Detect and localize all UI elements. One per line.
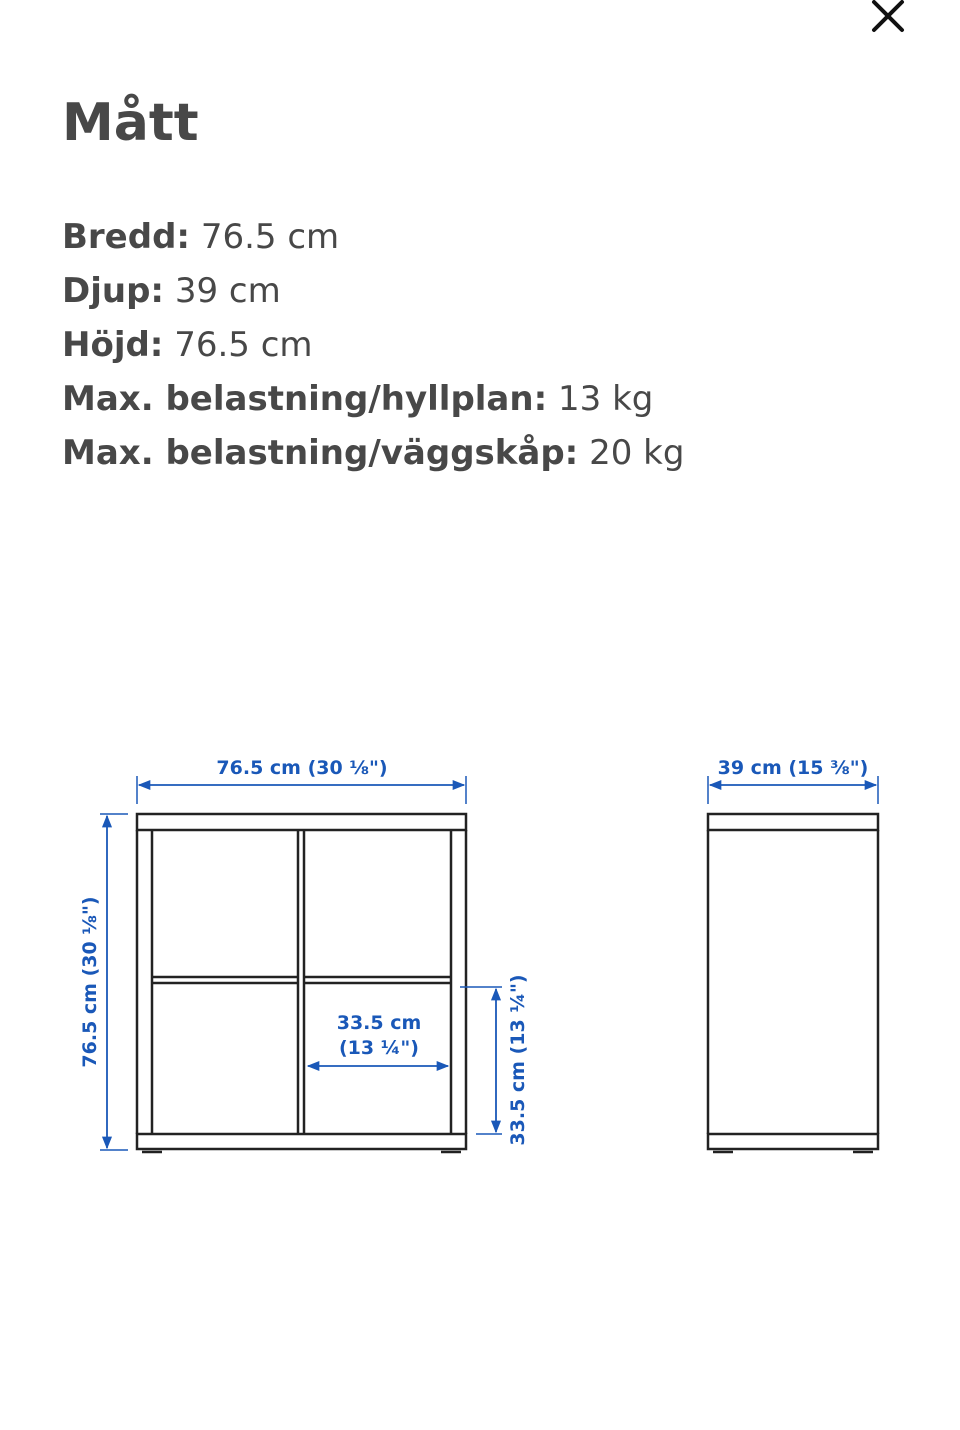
front-view-drawing [137, 814, 466, 1152]
spec-row-max-load-wall-cabinet [62, 426, 684, 480]
compartment-height-dimension [460, 974, 529, 1145]
spec-row-depth [62, 264, 684, 318]
spec-label: Bredd: [62, 217, 191, 257]
spec-value: 20 kg [589, 433, 685, 473]
height-dimension-label: 76.5 cm (30 ⅛") [79, 896, 101, 1068]
close-button[interactable] [864, 0, 912, 38]
spec-value: 39 cm [174, 271, 281, 311]
width-dimension [137, 757, 466, 804]
spec-value: 76.5 cm [200, 217, 340, 257]
close-icon [870, 0, 906, 34]
width-dimension-label: 76.5 cm (30 ⅛") [216, 757, 388, 779]
spec-value: 13 kg [558, 379, 654, 419]
spec-label: Max. belastning/hyllplan: [62, 379, 548, 419]
spec-value: 76.5 cm [174, 325, 313, 365]
spec-label: Max. belastning/väggskåp: [62, 433, 579, 473]
depth-dimension [708, 757, 878, 804]
compartment-width-label-line1: 33.5 cm [336, 1012, 422, 1034]
side-view-drawing [708, 814, 878, 1152]
height-dimension [79, 814, 128, 1150]
spec-row-height [62, 318, 684, 372]
spec-row-max-load-shelf [62, 372, 684, 426]
compartment-width-label-line2: (13 ¼") [339, 1037, 419, 1059]
spec-row-width [62, 210, 684, 264]
depth-dimension-label: 39 cm (15 ⅜") [717, 757, 869, 779]
spec-label: Djup: [62, 271, 165, 311]
dimension-specs [62, 210, 684, 480]
page-title: Mått [62, 93, 199, 153]
dimension-diagram [0, 740, 960, 1180]
spec-label: Höjd: [62, 325, 164, 365]
compartment-width-dimension [308, 1012, 448, 1066]
compartment-height-label: 33.5 cm (13 ¼") [507, 974, 529, 1146]
